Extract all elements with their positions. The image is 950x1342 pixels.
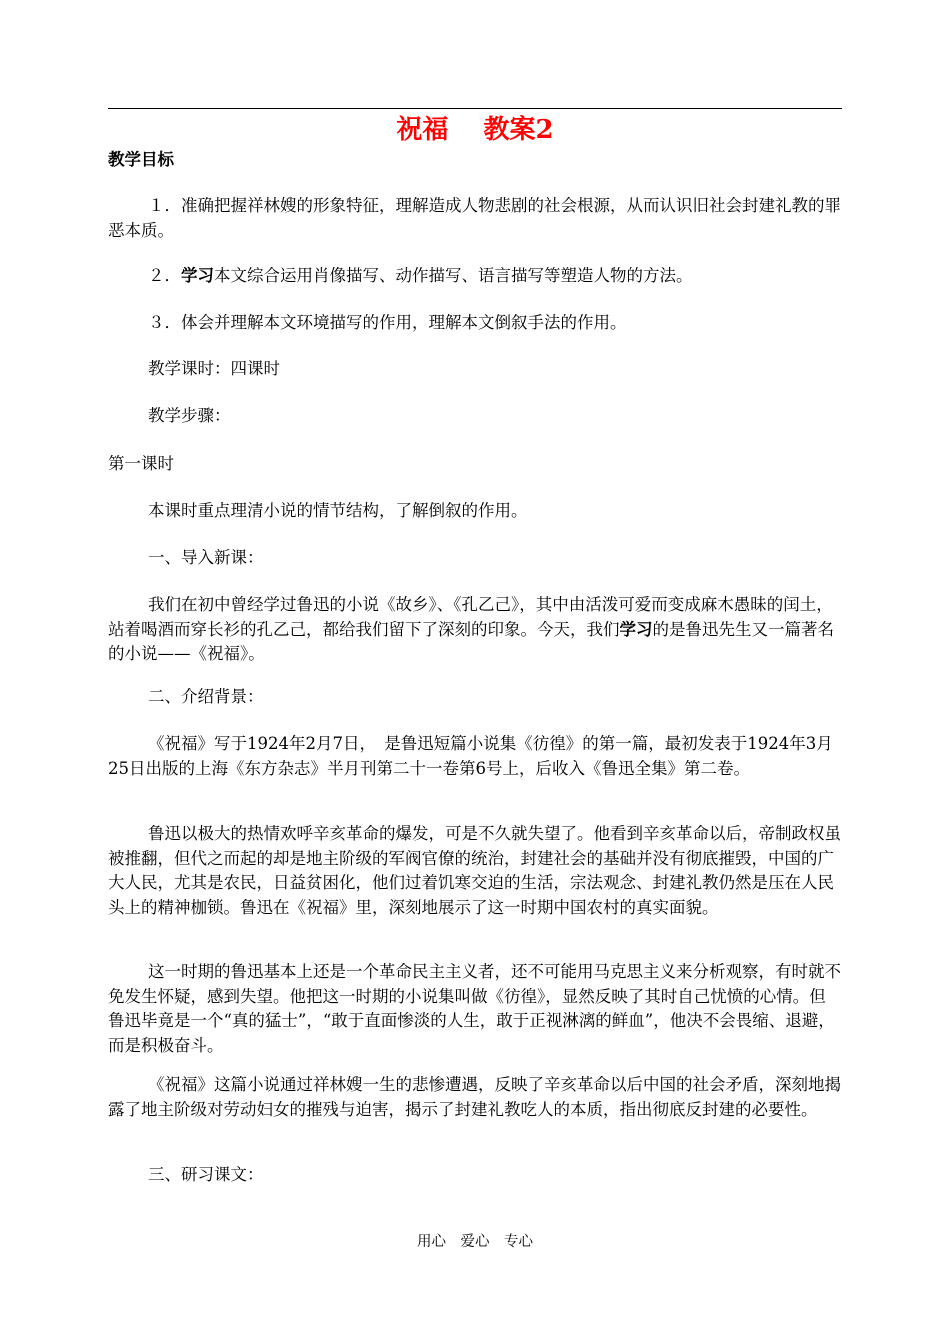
intro-text-1: 我们在初中曾经学过鲁迅的小说《故乡》、《孔乙己》，其中由活泼可爱而变成麻木愚昧的闰土，站着喝酒而穿长衫的孔乙己，都给我们留下了深刻的印象。今天，我们: [108, 595, 833, 639]
background-paragraph-4: 《祝福》这篇小说通过祥林嫂一生的悲惨遭遇，反映了辛亥革命以后中国的社会矛盾，深刻地揭露了地主阶级对劳动妇女的摧残与迫害，揭示了封建礼教吃人的本质，指出彻底反封建的必要性。: [108, 1075, 841, 1119]
intro-paragraph: [108, 593, 842, 667]
page-footer: 用心 爱心 专心: [417, 1234, 533, 1250]
teaching-steps: 教学步骤：: [148, 406, 231, 425]
objective-2-number: ２．: [148, 266, 181, 285]
background-paragraph-2: 鲁迅以极大的热情欢呼辛亥革命的爆发，可是不久就失望了。他看到辛亥革命以后，帝制政权虽被推翻，但代之而起的却是地主阶级的军阀官僚的统治，封建社会的基础并没有彻底摧毁，中国的广大人民，尤其是农民，日益贫困化，他们过着饥寒交迫的生活，宗法观念、封建礼教仍然是压在人民头上的精神枷锁。鲁迅在《祝福》里，深刻地展示了这一时期中国农村的真实面貌。: [108, 824, 841, 917]
objective-3: ３．体会并理解本文环境描写的作用，理解本文倒叙手法的作用。: [148, 313, 627, 332]
lesson-1-focus: 本课时重点理清小说的情节结构，了解倒叙的作用。: [148, 501, 528, 520]
objective-2-bold: 学习: [181, 266, 214, 285]
header-rule: [108, 108, 842, 109]
section-3-heading: 三、研习课文：: [148, 1165, 264, 1184]
lesson-1-heading: 第一课时: [108, 454, 174, 473]
background-paragraph-3: 这一时期的鲁迅基本上还是一个革命民主主义者，还不可能用马克思主义来分析观察，有时就不免发生怀疑，感到失望。他把这一时期的小说集叫做《彷徨》，显然反映了其时自己忧愤的心情。但鲁迅毕竟是一个“真的猛士”，“敢于直面惨淡的人生，敢于正视淋漓的鲜血”，他决不会畏缩、退避，而是积极奋斗。: [108, 962, 841, 1055]
intro-text-2: 的是鲁迅先生又一篇著名的小说——《祝福》。: [108, 619, 834, 663]
section-1-heading: 一、导入新课：: [148, 548, 264, 567]
objective-2: [108, 264, 842, 289]
page-title: 祝福 教案2: [396, 115, 554, 145]
objective-2-text: 本文综合运用肖像描写、动作描写、语言描写等塑造人物的方法。: [214, 266, 693, 285]
intro-bold: 学习: [619, 619, 653, 639]
objective-1: １．准确把握祥林嫂的形象特征，理解造成人物悲剧的社会根源，从而认识旧社会封建礼教的罪恶本质。: [108, 196, 841, 240]
objectives-heading: 教学目标: [108, 150, 174, 169]
background-paragraph-1: 《祝福》写于1924年2月7日， 是鲁迅短篇小说集《彷徨》的第一篇，最初发表于1924年3月25日出版的上海《东方杂志》半月刊第二十一卷第6号上，后收入《鲁迅全集》第二卷。: [108, 734, 833, 778]
class-hours: 教学课时：四课时: [148, 359, 280, 378]
section-2-heading: 二、介绍背景：: [148, 687, 264, 706]
